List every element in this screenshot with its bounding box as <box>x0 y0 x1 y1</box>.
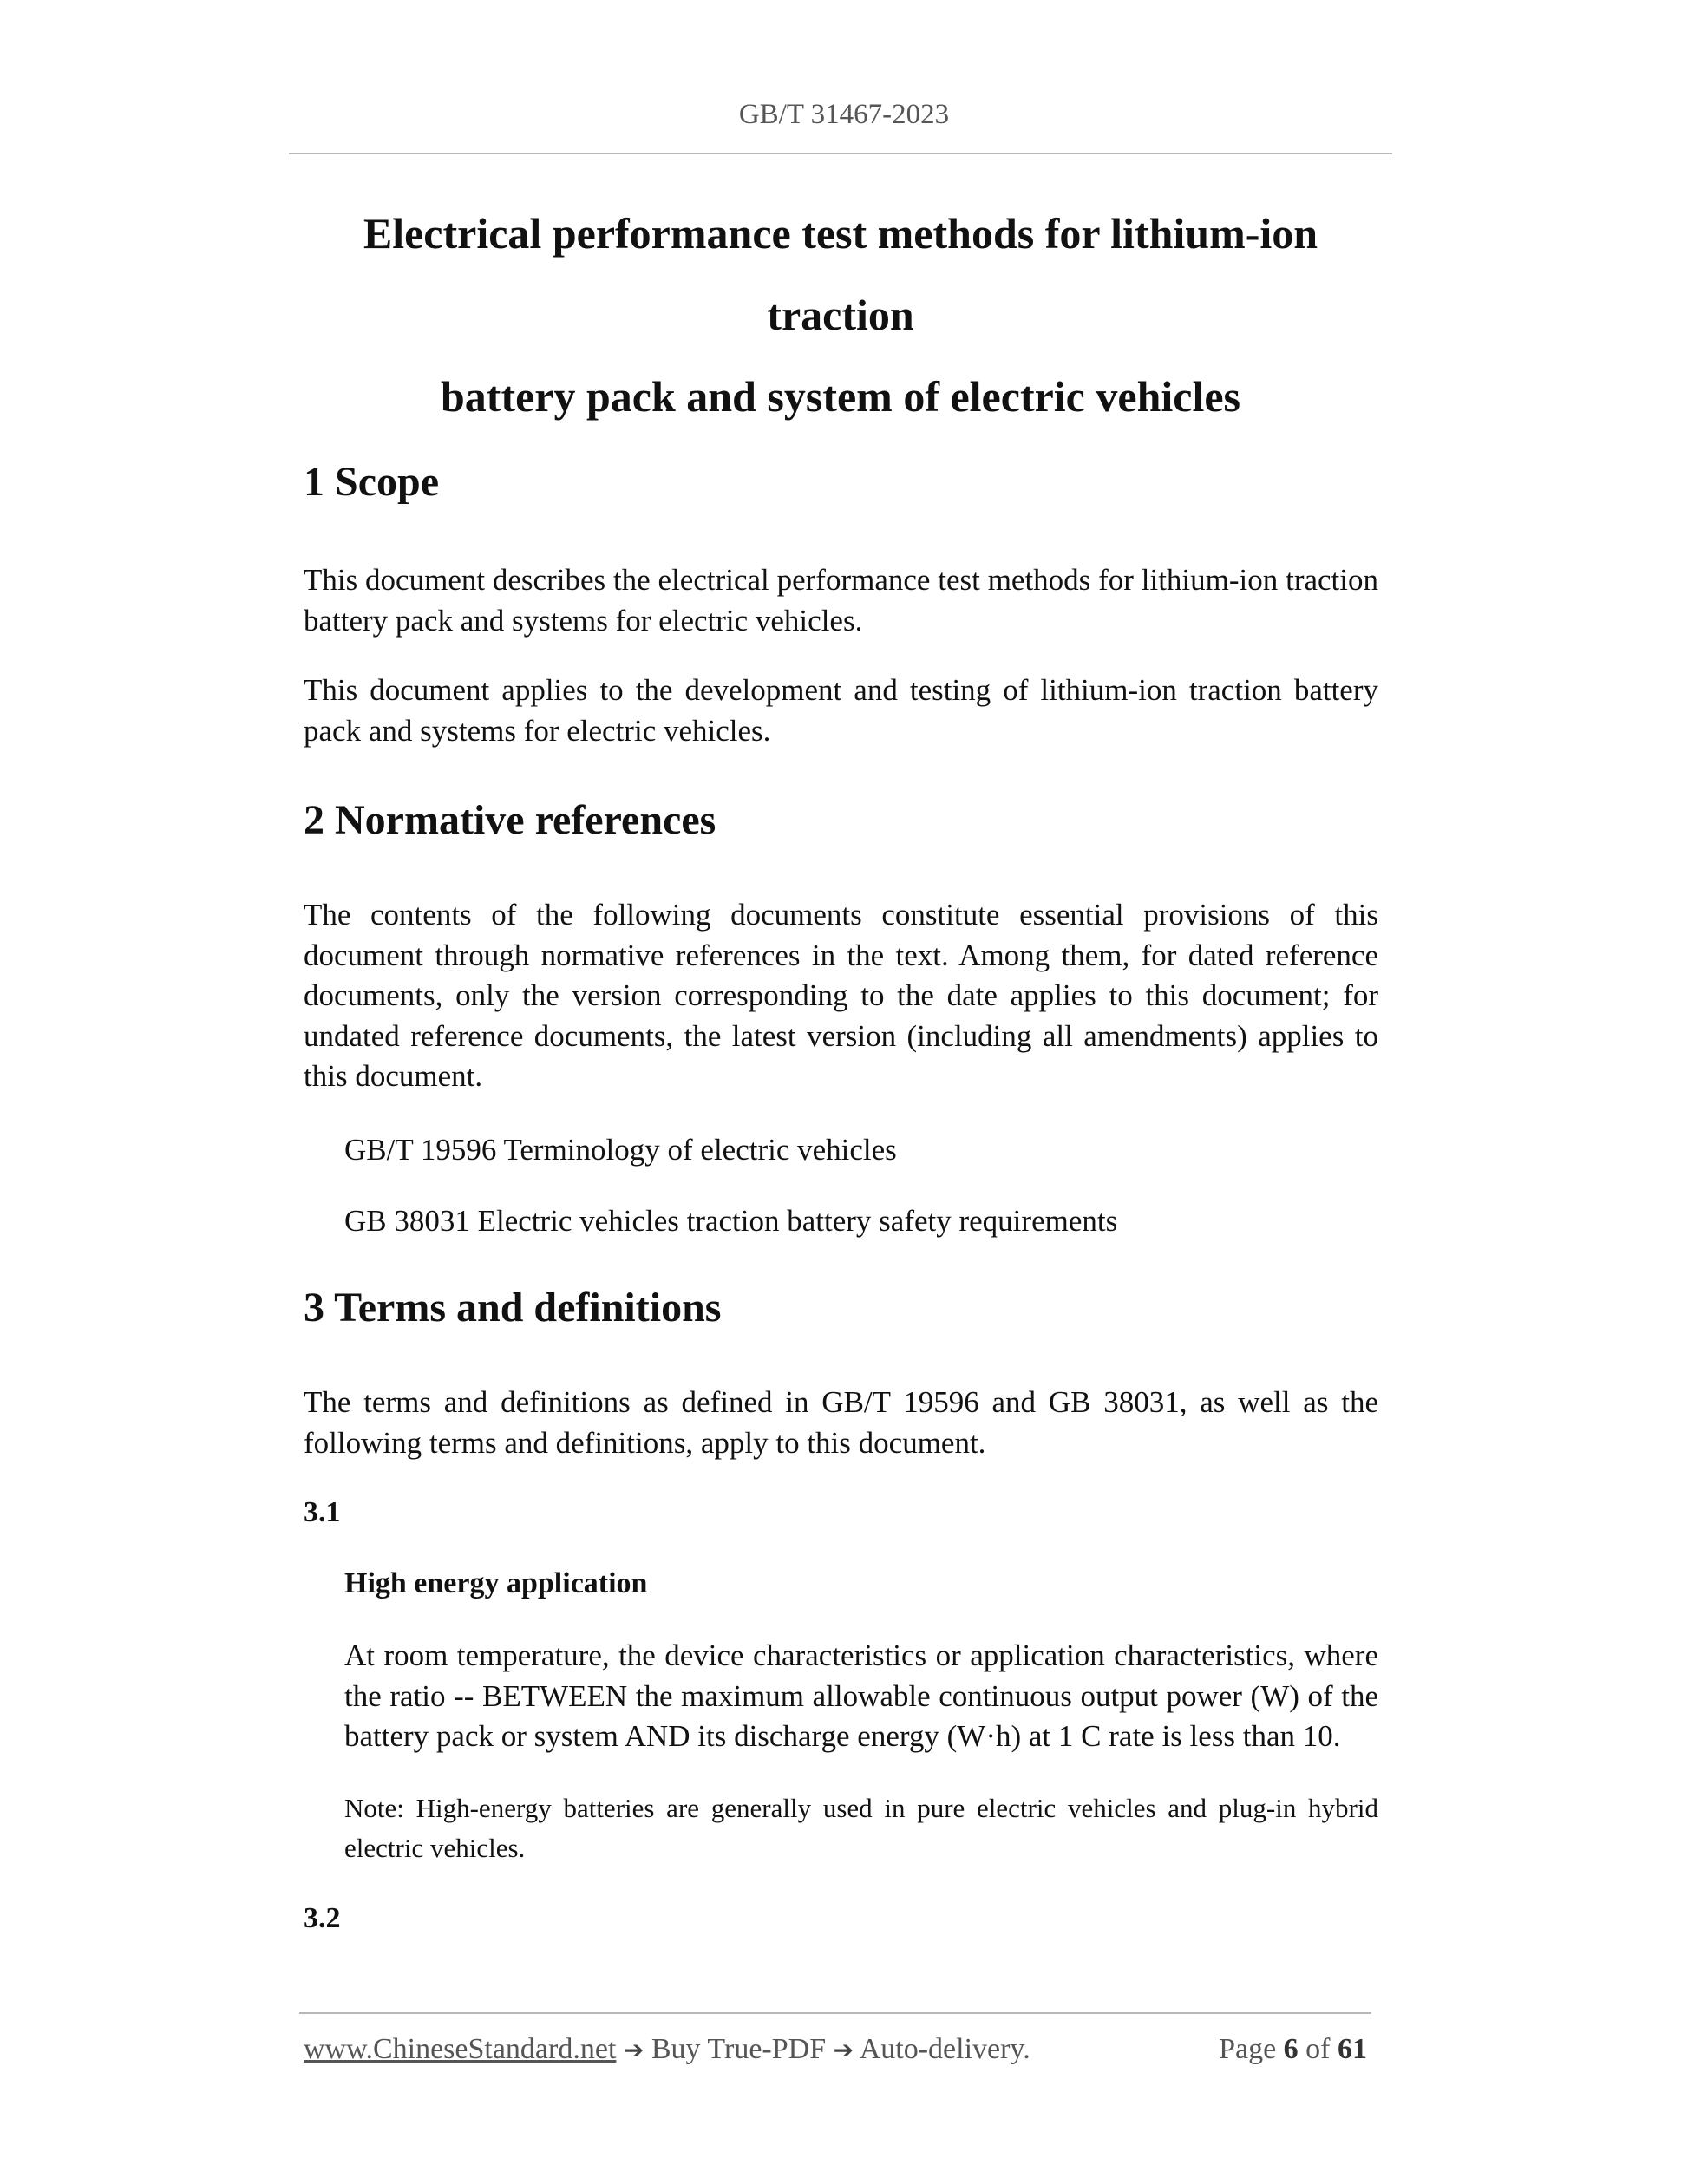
footer-auto-delivery-text: Auto-delivery. <box>859 2033 1030 2065</box>
arrow-right-icon: ➔ <box>623 2036 644 2064</box>
total-pages-number: 61 <box>1338 2033 1367 2065</box>
section-3-heading: 3 Terms and definitions <box>304 1285 722 1331</box>
terms-intro-paragraph: The terms and definitions as defined in GB/T 19596 and GB 38031, as well as the following terms and definitions, apply to this document. <box>304 1385 1378 1460</box>
reference-item-gbt-19596: GB/T 19596 Terminology of electric vehicles <box>344 1133 897 1167</box>
term-number-3-2: 3.2 <box>304 1902 341 1934</box>
scope-paragraph-1: This document describes the electrical performance test methods for lithium-ion traction battery pack and systems for electric vehicles. <box>304 563 1378 638</box>
document-title <box>289 193 1392 437</box>
term-number-3-1: 3.1 <box>304 1496 341 1528</box>
scope-paragraph-2: This document applies to the development and testing of lithium-ion traction battery pack and systems for electric vehicles. <box>304 673 1378 748</box>
term-name-high-energy-application: High energy application <box>344 1567 648 1599</box>
page-footer <box>304 2033 1367 2071</box>
normative-references-paragraph: The contents of the following documents constitute essential provisions of this document through normative references in the text. Among them, for dated reference documents, only the version corresponding to the date applies to this document; for undated reference documents, the latest version (including all amendments) applies to this document. <box>304 898 1378 1093</box>
header-divider <box>289 153 1392 154</box>
footer-divider <box>299 2012 1371 2014</box>
footer-buy-text: Buy True-PDF <box>651 2033 827 2065</box>
term-definition-high-energy-application: At room temperature, the device characteristics or application characteristics, where the ratio -- BETWEEN the maximum allowable continuous output power (W) of the battery pack or system AND its discharge energy (W·h) at 1 C rate is less than 10. <box>344 1638 1378 1753</box>
page-label: Page <box>1219 2033 1277 2065</box>
footer-promo <box>304 2033 1030 2066</box>
term-note-high-energy-application: Note: High-energy batteries are generally used in pure electric vehicles and plug-in hybrid electric vehicles. <box>344 1793 1378 1863</box>
section-1-heading: 1 Scope <box>304 459 439 505</box>
page-indicator <box>1219 2033 1367 2066</box>
reference-item-gb-38031: GB 38031 Electric vehicles traction battery safety requirements <box>344 1204 1118 1238</box>
arrow-right-icon: ➔ <box>833 2036 854 2064</box>
chinesestandard-link[interactable]: www.ChineseStandard.net <box>304 2033 617 2065</box>
header-standard-code: GB/T 31467-2023 <box>738 99 950 130</box>
current-page-number: 6 <box>1283 2033 1299 2065</box>
document-title-line-1: Electrical performance test methods for lithium-ion traction <box>363 209 1318 339</box>
page-of-label: of <box>1305 2033 1331 2065</box>
section-2-heading: 2 Normative references <box>304 797 716 843</box>
document-title-line-2: battery pack and system of electric vehicles <box>441 372 1240 421</box>
